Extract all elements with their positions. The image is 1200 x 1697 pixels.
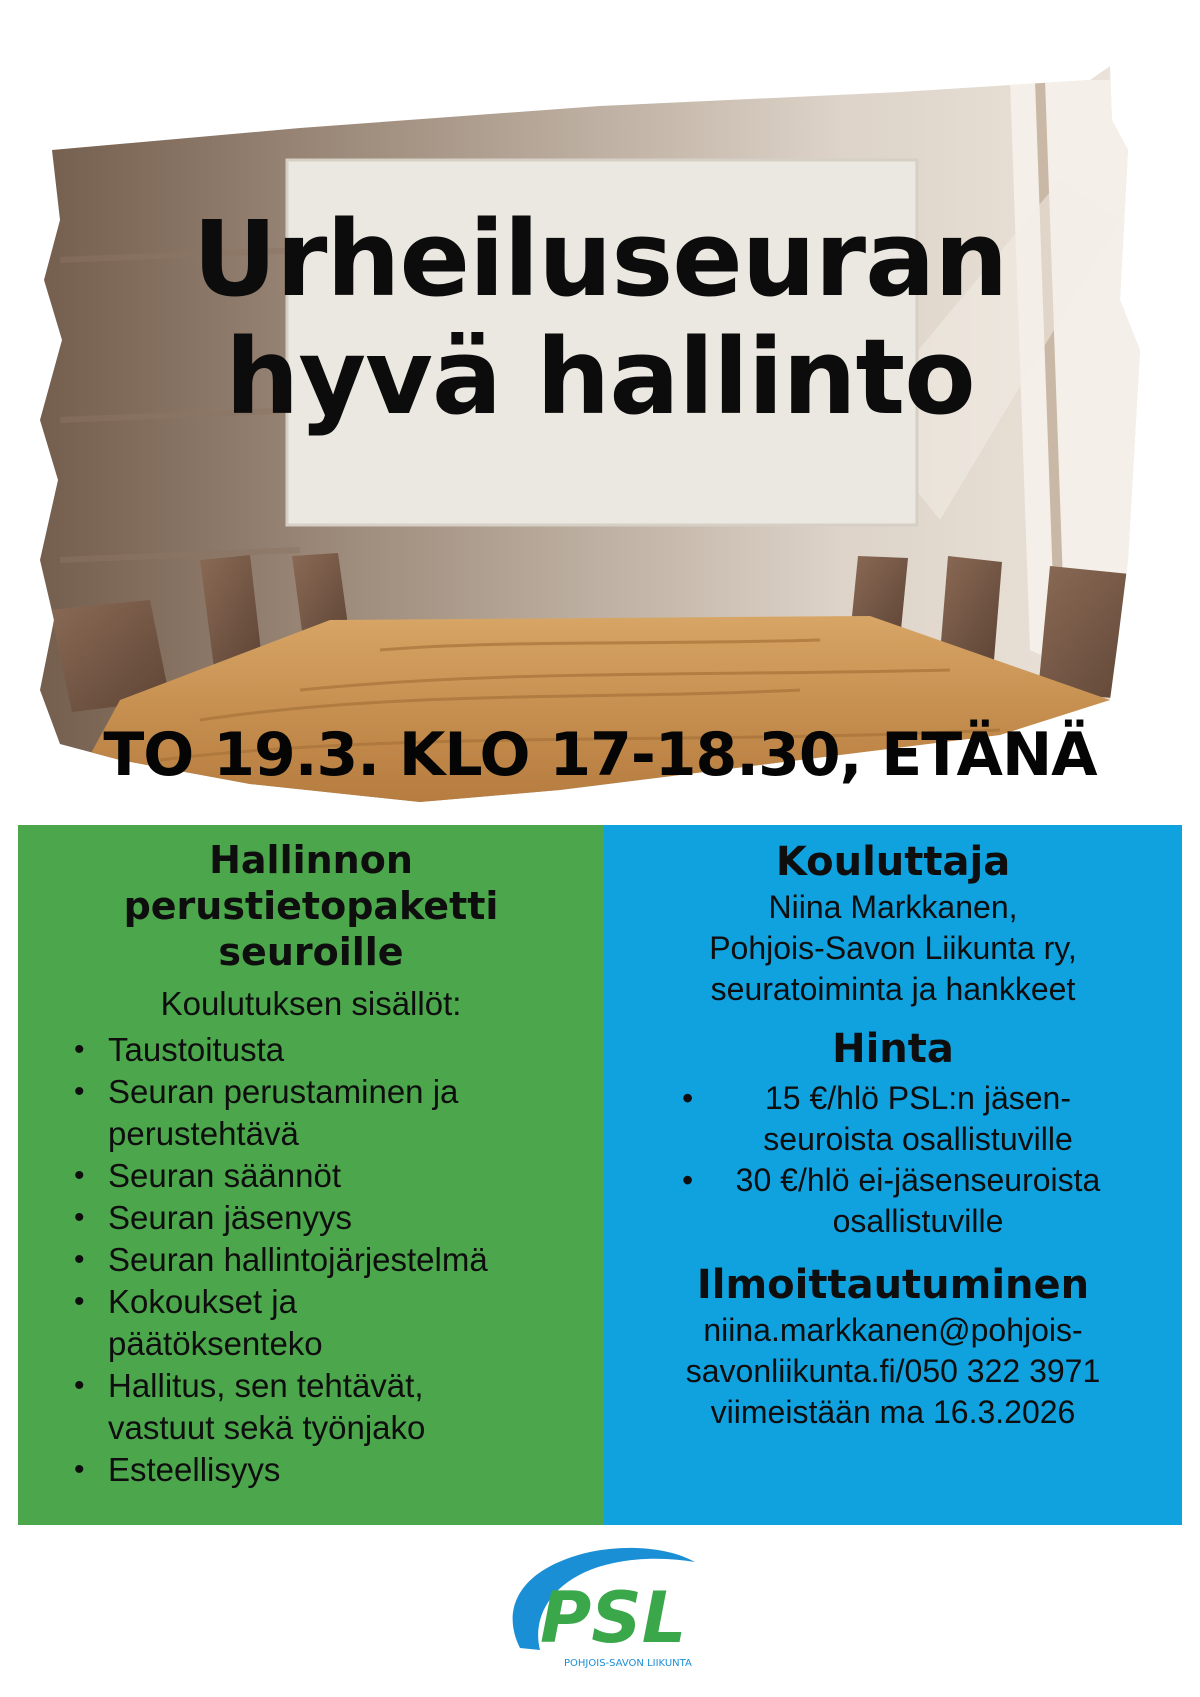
list-item [74,1239,574,1281]
bullet-icon: • [74,1201,85,1234]
price-text: 15 €/hlö PSL:n jäsen- [765,1080,1071,1116]
list-item [624,1078,1162,1160]
list-item [74,1281,574,1365]
list-item [74,1071,574,1155]
psl-logo [480,1538,720,1678]
bullet-icon: • [74,1285,85,1318]
price-list [624,1078,1162,1242]
topic-text: Taustoitusta [108,1031,285,1068]
topic-text: Hallitus, sen tehtävät, [108,1367,424,1404]
list-item [624,1160,1162,1242]
spacer [624,1010,1162,1024]
trainer-line-2: Pohjois-Savon Liikunta ry, [709,930,1077,966]
bullet-icon: • [74,1075,85,1108]
event-details-panel [604,825,1182,1525]
list-item [74,1029,574,1071]
topic-text: Kokoukset ja [108,1283,297,1320]
trainer-line-3: seuratoiminta ja hankkeet [710,971,1076,1007]
info-panels [18,825,1182,1525]
course-heading-line-2: perustietopaketti [123,884,499,928]
bullet-icon: • [74,1243,85,1276]
course-contents-panel [18,825,604,1525]
course-heading-line-1: Hallinnon [209,838,413,882]
logo-letters: PSL [540,1577,687,1659]
registration-line-3: viimeistään ma 16.3.2026 [710,1394,1076,1430]
course-heading [74,837,574,975]
topic-text: Esteellisyys [108,1451,281,1488]
title-line-2: hyvä hallinto [225,316,975,438]
course-contents-label: Koulutuksen sisällöt: [160,985,462,1022]
topic-list [74,1029,574,1491]
price-text: 30 €/hlö ei-jäsenseuroista [735,1162,1101,1198]
price-heading: Hinta [832,1026,954,1072]
bullet-icon: • [682,1080,694,1116]
bullet-icon: • [74,1033,85,1066]
topic-text: Seuran hallintojärjestelmä [108,1241,488,1278]
title-line-1: Urheiluseuran [192,198,1008,320]
registration-line-2[interactable]: savonliikunta.fi/050 322 3971 [685,1353,1101,1389]
registration-info [624,1310,1162,1433]
list-item [74,1449,574,1491]
price-text: seuroista osallistuville [763,1121,1073,1157]
bullet-icon: • [682,1162,694,1198]
list-item [74,1365,574,1449]
trainer-heading: Kouluttaja [775,839,1011,885]
registration-line-1[interactable]: niina.markkanen@pohjois- [703,1312,1083,1348]
spacer [624,1242,1162,1260]
event-date-line: TO 19.3. KLO 17-18.30, ETÄNÄ [103,720,1097,790]
topic-text: Seuran jäsenyys [108,1199,352,1236]
psl-logo-icon [480,1538,720,1678]
logo-name: POHJOIS-SAVON LIIKUNTA [564,1658,692,1669]
bullet-icon: • [74,1159,85,1192]
course-heading-line-3: seuroille [218,930,404,974]
hero-image [0,0,1200,810]
list-item [74,1197,574,1239]
topic-text: päätöksenteko [108,1325,323,1362]
trainer-line-1: Niina Markkanen, [768,889,1018,925]
topic-text: Seuran säännöt [108,1157,342,1194]
topic-text: perustehtävä [108,1115,299,1152]
bullet-icon: • [74,1369,85,1402]
price-text: osallistuville [832,1203,1004,1239]
bullet-icon: • [74,1453,85,1486]
trainer-info [624,887,1162,1010]
topic-text: vastuut sekä työnjako [108,1409,426,1446]
topic-text: Seuran perustaminen ja [108,1073,459,1110]
list-item [74,1155,574,1197]
registration-heading: Ilmoittautuminen [696,1262,1090,1308]
page-title [0,200,1200,436]
